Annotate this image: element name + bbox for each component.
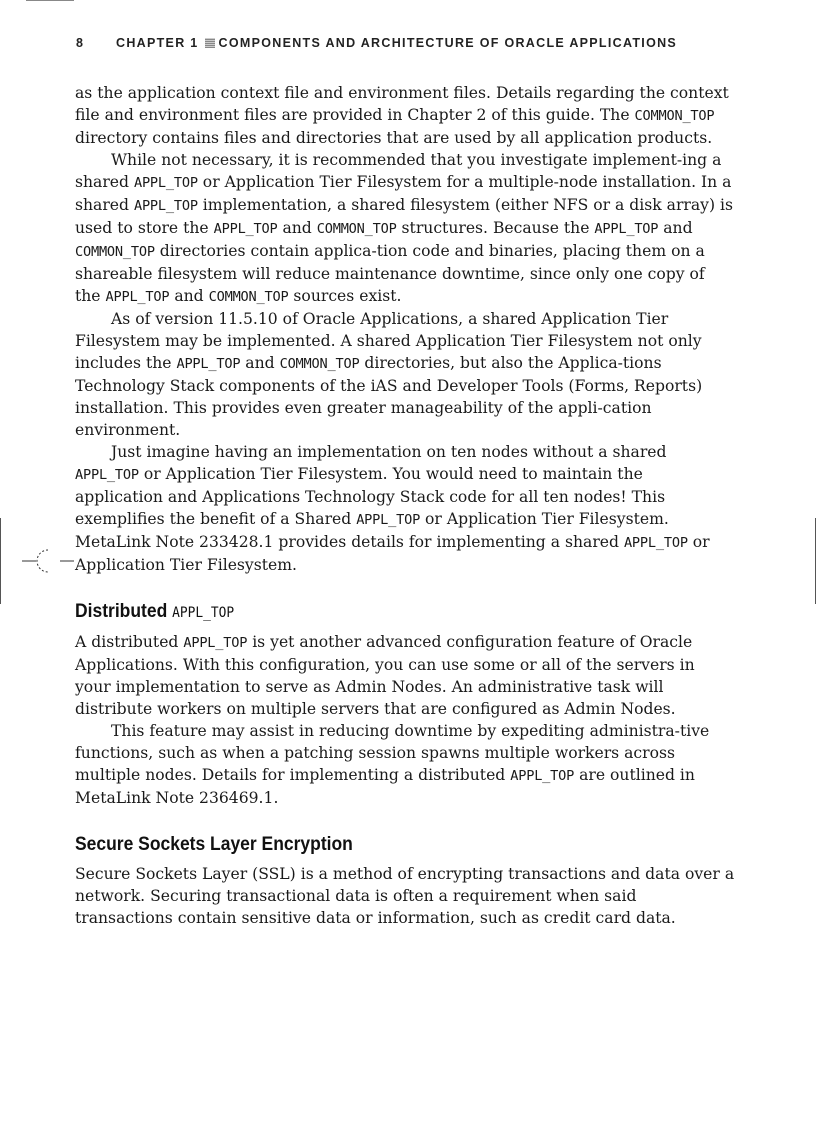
paragraph-shared-appl-top: While not necessary, it is recommended that you investigate implement-ing a shared APPL_TOP or Application Tier Filesystem for a multiple-node installation. In a shared APPL_TOP implementation, a shared filesystem (either NFS or a disk array) is used to store the APPL_TOP and COMMON_TOP structures. Because the APPL_TOP and COMMON_TOP directories contain applica-tion code and binaries, placing them on a shareable filesystem will reduce maintenance downtime, since only one copy of the APPL_TOP and COMMON_TOP sources exist. (75, 151, 734, 305)
heading-ssl-encryption: Secure Sockets Layer Encryption (75, 834, 353, 855)
paragraph-version-11510: As of version 11.5.10 of Oracle Applications, a shared Application Tier Filesystem may be implemented. A shared Application Tier Filesystem not only includes the APPL_TOP and COMMON_TOP directories, but also the Applica-tions Technology Stack components of the iAS and Developer Tools (Forms, Reports) installation. This provides even greater manageability of the appli-cation environment. (75, 310, 703, 439)
code-term: APPL_TOP (510, 768, 575, 784)
code-term: APPL_TOP (133, 198, 198, 214)
code-term: COMMON_TOP (634, 108, 715, 124)
code-term: APPL_TOP (75, 467, 139, 483)
running-head (76, 36, 677, 50)
code-term: APPL_TOP (105, 289, 170, 305)
left-edge-mark (0, 518, 1, 604)
code-term: APPL_TOP (594, 221, 659, 237)
code-term: APPL_TOP (183, 635, 248, 651)
chapter-title: COMPONENTS AND ARCHITECTURE OF ORACLE APPLICATIONS (218, 36, 678, 50)
code-term: COMMON_TOP (208, 289, 289, 305)
page-number: 8 (76, 36, 85, 50)
paragraph-ten-nodes: Just imagine having an implementation on ten nodes without a shared APPL_TOP or Application Tier Filesystem. You would need to maintain the application and Applications Technology Stack code for all ten nodes! This exemplifies the benefit of a Shared APPL_TOP or Application Tier Filesystem. MetaLink Note 233428.1 provides details for implementing a shared APPL_TOP or Application Tier Filesystem. (75, 443, 710, 574)
top-rule (26, 0, 74, 1)
code-term: APPL_TOP (176, 356, 241, 372)
code-term: COMMON_TOP (316, 221, 397, 237)
code-term: COMMON_TOP (75, 244, 155, 260)
heading-distributed-appl-top: Distributed APPL_TOP (75, 601, 235, 622)
chapter-label: CHAPTER 1 (116, 36, 199, 50)
code-term: APPL_TOP (356, 512, 421, 528)
code-term: APPL_TOP (172, 605, 235, 621)
page-body (75, 82, 735, 929)
code-term: APPL_TOP (623, 535, 688, 551)
paragraph-ssl-intro: Secure Sockets Layer (SSL) is a method of encrypting transactions and data over a network. Securing transactional data is often a requirement when said transactions contain sensitive data or information, such as credit card data. (75, 865, 735, 927)
crop-mark-icon (22, 548, 74, 576)
separator-square-icon (205, 38, 215, 48)
paragraph-distributed-intro: A distributed APPL_TOP is yet another advanced configuration feature of Oracle Applications. With this configuration, you can use some or all of the servers in your implementation to serve as Admin Nodes. An administrative task will distribute workers on multiple servers that are configured as Admin Nodes. (75, 633, 695, 718)
paragraph-distributed-feature: This feature may assist in reducing downtime by expediting administra-tive functions, such as when a patching session spawns multiple workers across multiple nodes. Details for implementing a distributed APPL_TOP are outlined in MetaLink Note 236469.1. (75, 722, 710, 807)
code-term: APPL_TOP (213, 221, 278, 237)
paragraph-context-files: as the application context file and environment files. Details regarding the context file and environment files are provided in Chapter 2 of this guide. The COMMON_TOP directory contains files and directories that are used by all application products. (75, 84, 729, 147)
code-term: COMMON_TOP (279, 356, 360, 372)
code-term: APPL_TOP (133, 175, 198, 191)
